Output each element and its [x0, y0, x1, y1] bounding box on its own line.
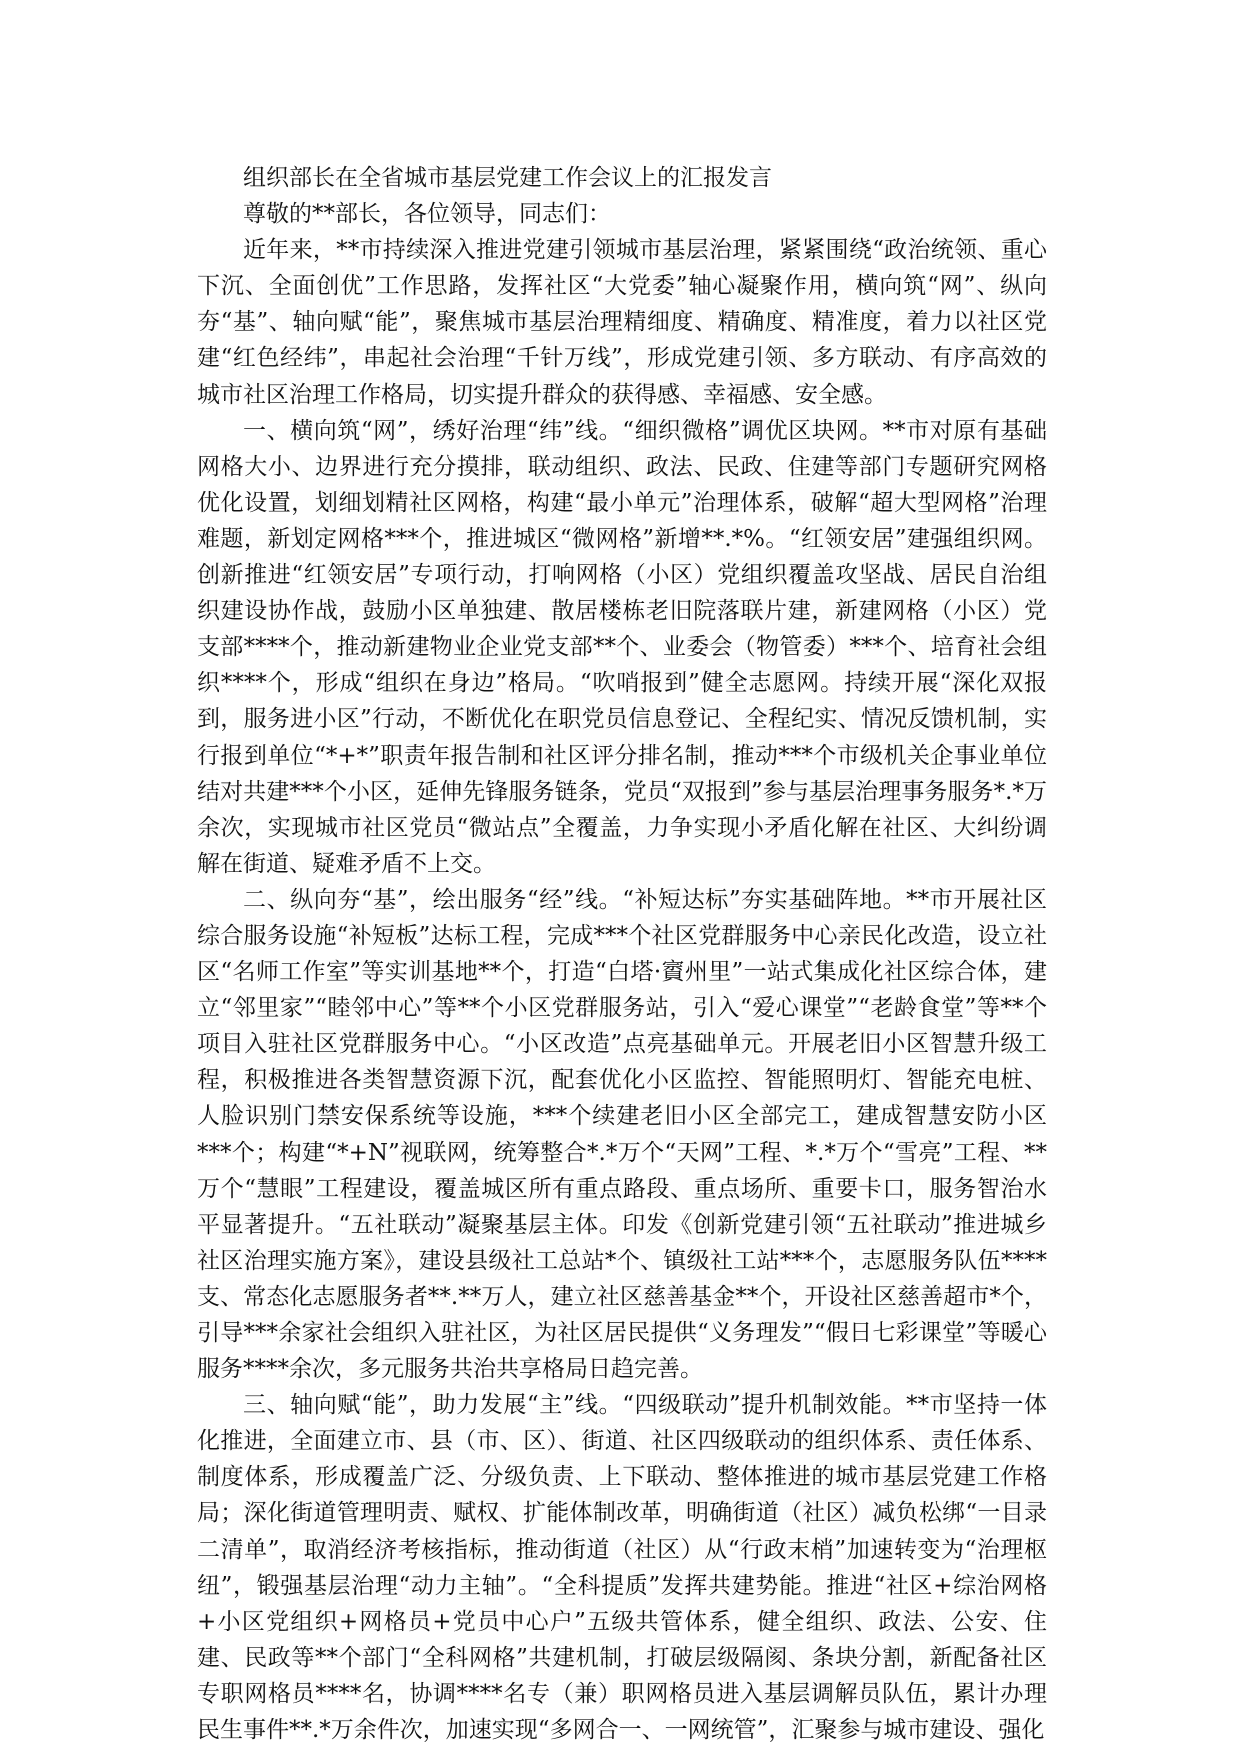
document-title: 组织部长在全省城市基层党建工作会议上的汇报发言 [243, 165, 772, 191]
paragraph-section-3: 三、轴向赋“能”，助力发展“主”线。“四级联动”提升机制效能。**市坚持一体化推进，全面建立市、县（市、区）、街道、社区四级联动的组织体系、责任体系、制度体系，形成覆盖广泛、分级负责、上下联动、整体推进的城市基层党建工作格局；深化街道管理明责、赋权、扩能体制改革，明确街道（社区）减负松绑“一目录二清单”，取消经济考核指标，推动街道（社区）从“行政末梢”加速转变为“治理枢纽”，锻强基层治理“动力主轴”。“全科提质”发挥共建势能。推进“社区+综治网格+小区党组织+网格员+党员中心户”五级共管体系，健全组织、政法、公安、住建、民政等**个部门“全科网格”共建机制，打破层级隔阂、条块分割，新配备社区专职网格员****名，协调****名专（兼）职网格员进入基层调解员队伍，累计办理民生事件**.*万余件次，加速实现“多网合一、一网统管”，汇聚参与城市建设、强化 [197, 1392, 1047, 1744]
paragraph-section-1: 一、横向筑“网”，绣好治理“纬”线。“细织微格”调优区块网。**市对原有基础网格大小、边界进行充分摸排，联动组织、政法、民政、住建等部门专题研究网格优化设置，划细划精社区网格，构建“最小单元”治理体系，破解“超大型网格”治理难题，新划定网格***个，推进城区“微网格”新增**.*%。“红领安居”建强组织网。创新推进“红领安居”专项行动，打响网格（小区）党组织覆盖攻坚战、居民自治组织建设协作战，鼓励小区单独建、散居楼栋老旧院落联片建，新建网格（小区）党支部****个，推动新建物业企业党支部**个、业委会（物管委）***个、培育社会组织****个，形成“组织在身边”格局。“吹哨报到”健全志愿网。持续开展“深化双报到，服务进小区”行动，不断优化在职党员信息登记、全程纪实、情况反馈机制，实行报到单位“*+*”职责年报告制和社区评分排名制，推动***个市级机关企事业单位结对共建***个小区，延伸先锋服务链条，党员“双报到”参与基层治理事务服务*.*万余次，实现城市社区党员“微站点”全覆盖，力争实现小矛盾化解在社区、大纠纷调解在街道、疑难矛盾不上交。 [197, 417, 1047, 877]
paragraph-intro: 近年来，**市持续深入推进党建引领城市基层治理，紧紧围绕“政治统领、重心下沉、全面创优”工作思路，发挥社区“大党委”轴心凝聚作用，横向筑“网”、纵向夯“基”、轴向赋“能”，聚焦城市基层治理精细度、精确度、精准度，着力以社区党建“红色经纬”，串起社会治理“千针万线”，形成党建引领、多方联动、有序高效的城市社区治理工作格局，切实提升群众的获得感、幸福感、安全感。 [197, 237, 1047, 408]
salutation: 尊敬的**部长，各位领导，同志们： [243, 201, 611, 228]
paragraph-section-2: 二、纵向夯“基”，绘出服务“经”线。“补短达标”夯实基础阵地。**市开展社区综合服务设施“补短板”达标工程，完成***个社区党群服务中心亲民化改造，设立社区“名师工作室”等实训基地**个，打造“白塔·賨州里”一站式集成化社区综合体，建立“邻里家”“睦邻中心”等**个小区党群服务站，引入“爱心课堂”“老龄食堂”等**个项目入驻社区党群服务中心。“小区改造”点亮基础单元。开展老旧小区智慧升级工程，积极推进各类智慧资源下沉，配套优化小区监控、智能照明灯、智能充电桩、人脸识别门禁安保系统等设施，***个续建老旧小区全部完工，建成智慧安防小区***个；构建“*+N”视联网，统筹整合*.*万个“天网”工程、*.*万个“雪亮”工程、**万个“慧眼”工程建设，覆盖城区所有重点路段、重点场所、重要卡口，服务智治水平显著提升。“五社联动”凝聚基层主体。印发《创新党建引领“五社联动”推进城乡社区治理实施方案》，建设县级社工总站*个、镇级社工站***个，志愿服务队伍****支、常态化志愿服务者**.**万人，建立社区慈善基金**个，开设社区慈善超市*个，引导***余家社会组织入驻社区，为社区居民提供“义务理发”“假日七彩课堂”等暖心服务****余次，多元服务共治共享格局日趋完善。 [197, 886, 1047, 1383]
document-body [197, 160, 1047, 1748]
